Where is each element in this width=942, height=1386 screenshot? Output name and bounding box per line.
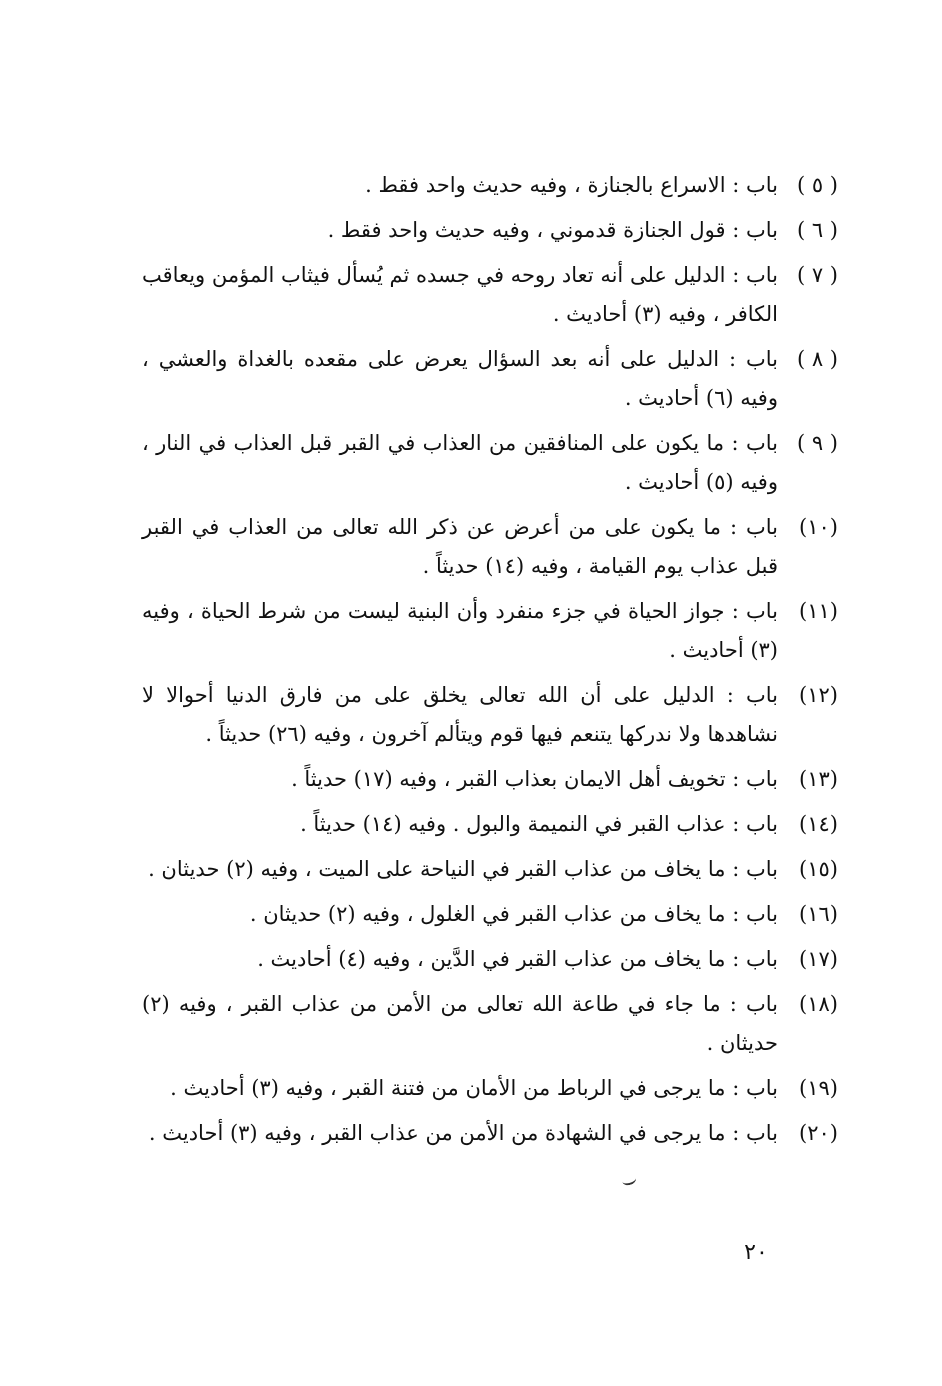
entry-number: (١٤) (799, 812, 838, 836)
chapter-list (138, 166, 838, 1159)
entry-text: باب : ما يرجى في الشهادة من الأمن من عذاب القبر ، وفيه (٣) أحاديث . (148, 1121, 778, 1145)
entry-text: باب : ما يكون على من أعرض عن ذكر الله تعالى من العذاب في القبر قبل عذاب يوم القيامة ، وفيه (١٤) حديثاً . (142, 515, 778, 578)
list-item (138, 940, 838, 979)
list-item (138, 676, 838, 754)
entry-number: (١٧) (799, 947, 838, 971)
list-item (138, 1069, 838, 1108)
entry-number: ( ٦ ) (796, 218, 838, 242)
page-number: ٢٠ (744, 1240, 768, 1265)
entry-number: (٢٠) (799, 1121, 838, 1145)
entry-text: باب : ما يخاف من عذاب القبر في الغلول ، وفيه (٢) حديثان . (249, 902, 778, 926)
list-item (138, 805, 838, 844)
list-item (138, 424, 838, 502)
entry-number: (١٠) (799, 515, 838, 539)
list-item (138, 211, 838, 250)
entry-number: (١٩) (799, 1076, 838, 1100)
list-item (138, 256, 838, 334)
list-item (138, 508, 838, 586)
ink-speck (621, 1173, 637, 1186)
entry-number: ( ٥ ) (796, 173, 838, 197)
entry-text: باب : جواز الحياة في جزء منفرد وأن البنية ليست من شرط الحياة ، وفيه (٣) أحاديث . (142, 599, 778, 662)
entry-text: باب : تخويف أهل الايمان بعذاب القبر ، وفيه (١٧) حديثاً . (291, 767, 778, 791)
list-item (138, 340, 838, 418)
list-item (138, 1114, 838, 1153)
entry-text: باب : ما يرجى في الرباط من الأمان من فتنة القبر ، وفيه (٣) أحاديث . (170, 1076, 778, 1100)
entry-number: (١٨) (799, 992, 838, 1016)
entry-text: باب : ما يخاف من عذاب القبر في النياحة على الميت ، وفيه (٢) حديثان . (148, 857, 778, 881)
entry-text: باب : قول الجنازة قدموني ، وفيه حديث واحد فقط . (327, 218, 778, 242)
entry-text: باب : عذاب القبر في النميمة والبول . وفيه (١٤) حديثاً . (300, 812, 778, 836)
list-item (138, 760, 838, 799)
entry-number: ( ٩ ) (796, 431, 838, 455)
entry-number: (١٢) (799, 683, 838, 707)
list-item (138, 850, 838, 889)
entry-text: باب : الاسراع بالجنازة ، وفيه حديث واحد فقط . (365, 173, 778, 197)
entry-text: باب : ما يكون على المنافقين من العذاب في القبر قبل العذاب في النار ، وفيه (٥) أحاديث . (142, 431, 778, 494)
entry-number: (١٥) (799, 857, 838, 881)
entry-number: (١١) (799, 599, 838, 623)
entry-number: ( ٧ ) (796, 263, 838, 287)
entry-number: (١٣) (799, 767, 838, 791)
list-item (138, 166, 838, 205)
list-item (138, 592, 838, 670)
entry-text: باب : الدليل على أنه تعاد روحه في جسده ثم يُسأل فيثاب المؤمن ويعاقب الكافر ، وفيه (٣) أحاديث . (142, 263, 778, 326)
entry-text: باب : ما يخاف من عذاب القبر في الدَّين ، وفيه (٤) أحاديث . (257, 947, 778, 971)
entry-text: باب : ما جاء في طاعة الله تعالى من الأمن من عذاب القبر ، وفيه (٢) حديثان . (142, 992, 778, 1055)
list-item (138, 895, 838, 934)
entry-number: (١٦) (799, 902, 838, 926)
entry-number: ( ٨ ) (796, 347, 838, 371)
list-item (138, 985, 838, 1063)
entry-text: باب : الدليل على أنه بعد السؤال يعرض على مقعده بالغداة والعشي ، وفيه (٦) أحاديث . (142, 347, 778, 410)
entry-text: باب : الدليل على أن الله تعالى يخلق على من فارق الدنيا أحوالا لا نشاهدها ولا ندركها يتنعم فيها قوم ويتألم آخرون ، وفيه (٢٦) حديثاً . (142, 683, 778, 746)
